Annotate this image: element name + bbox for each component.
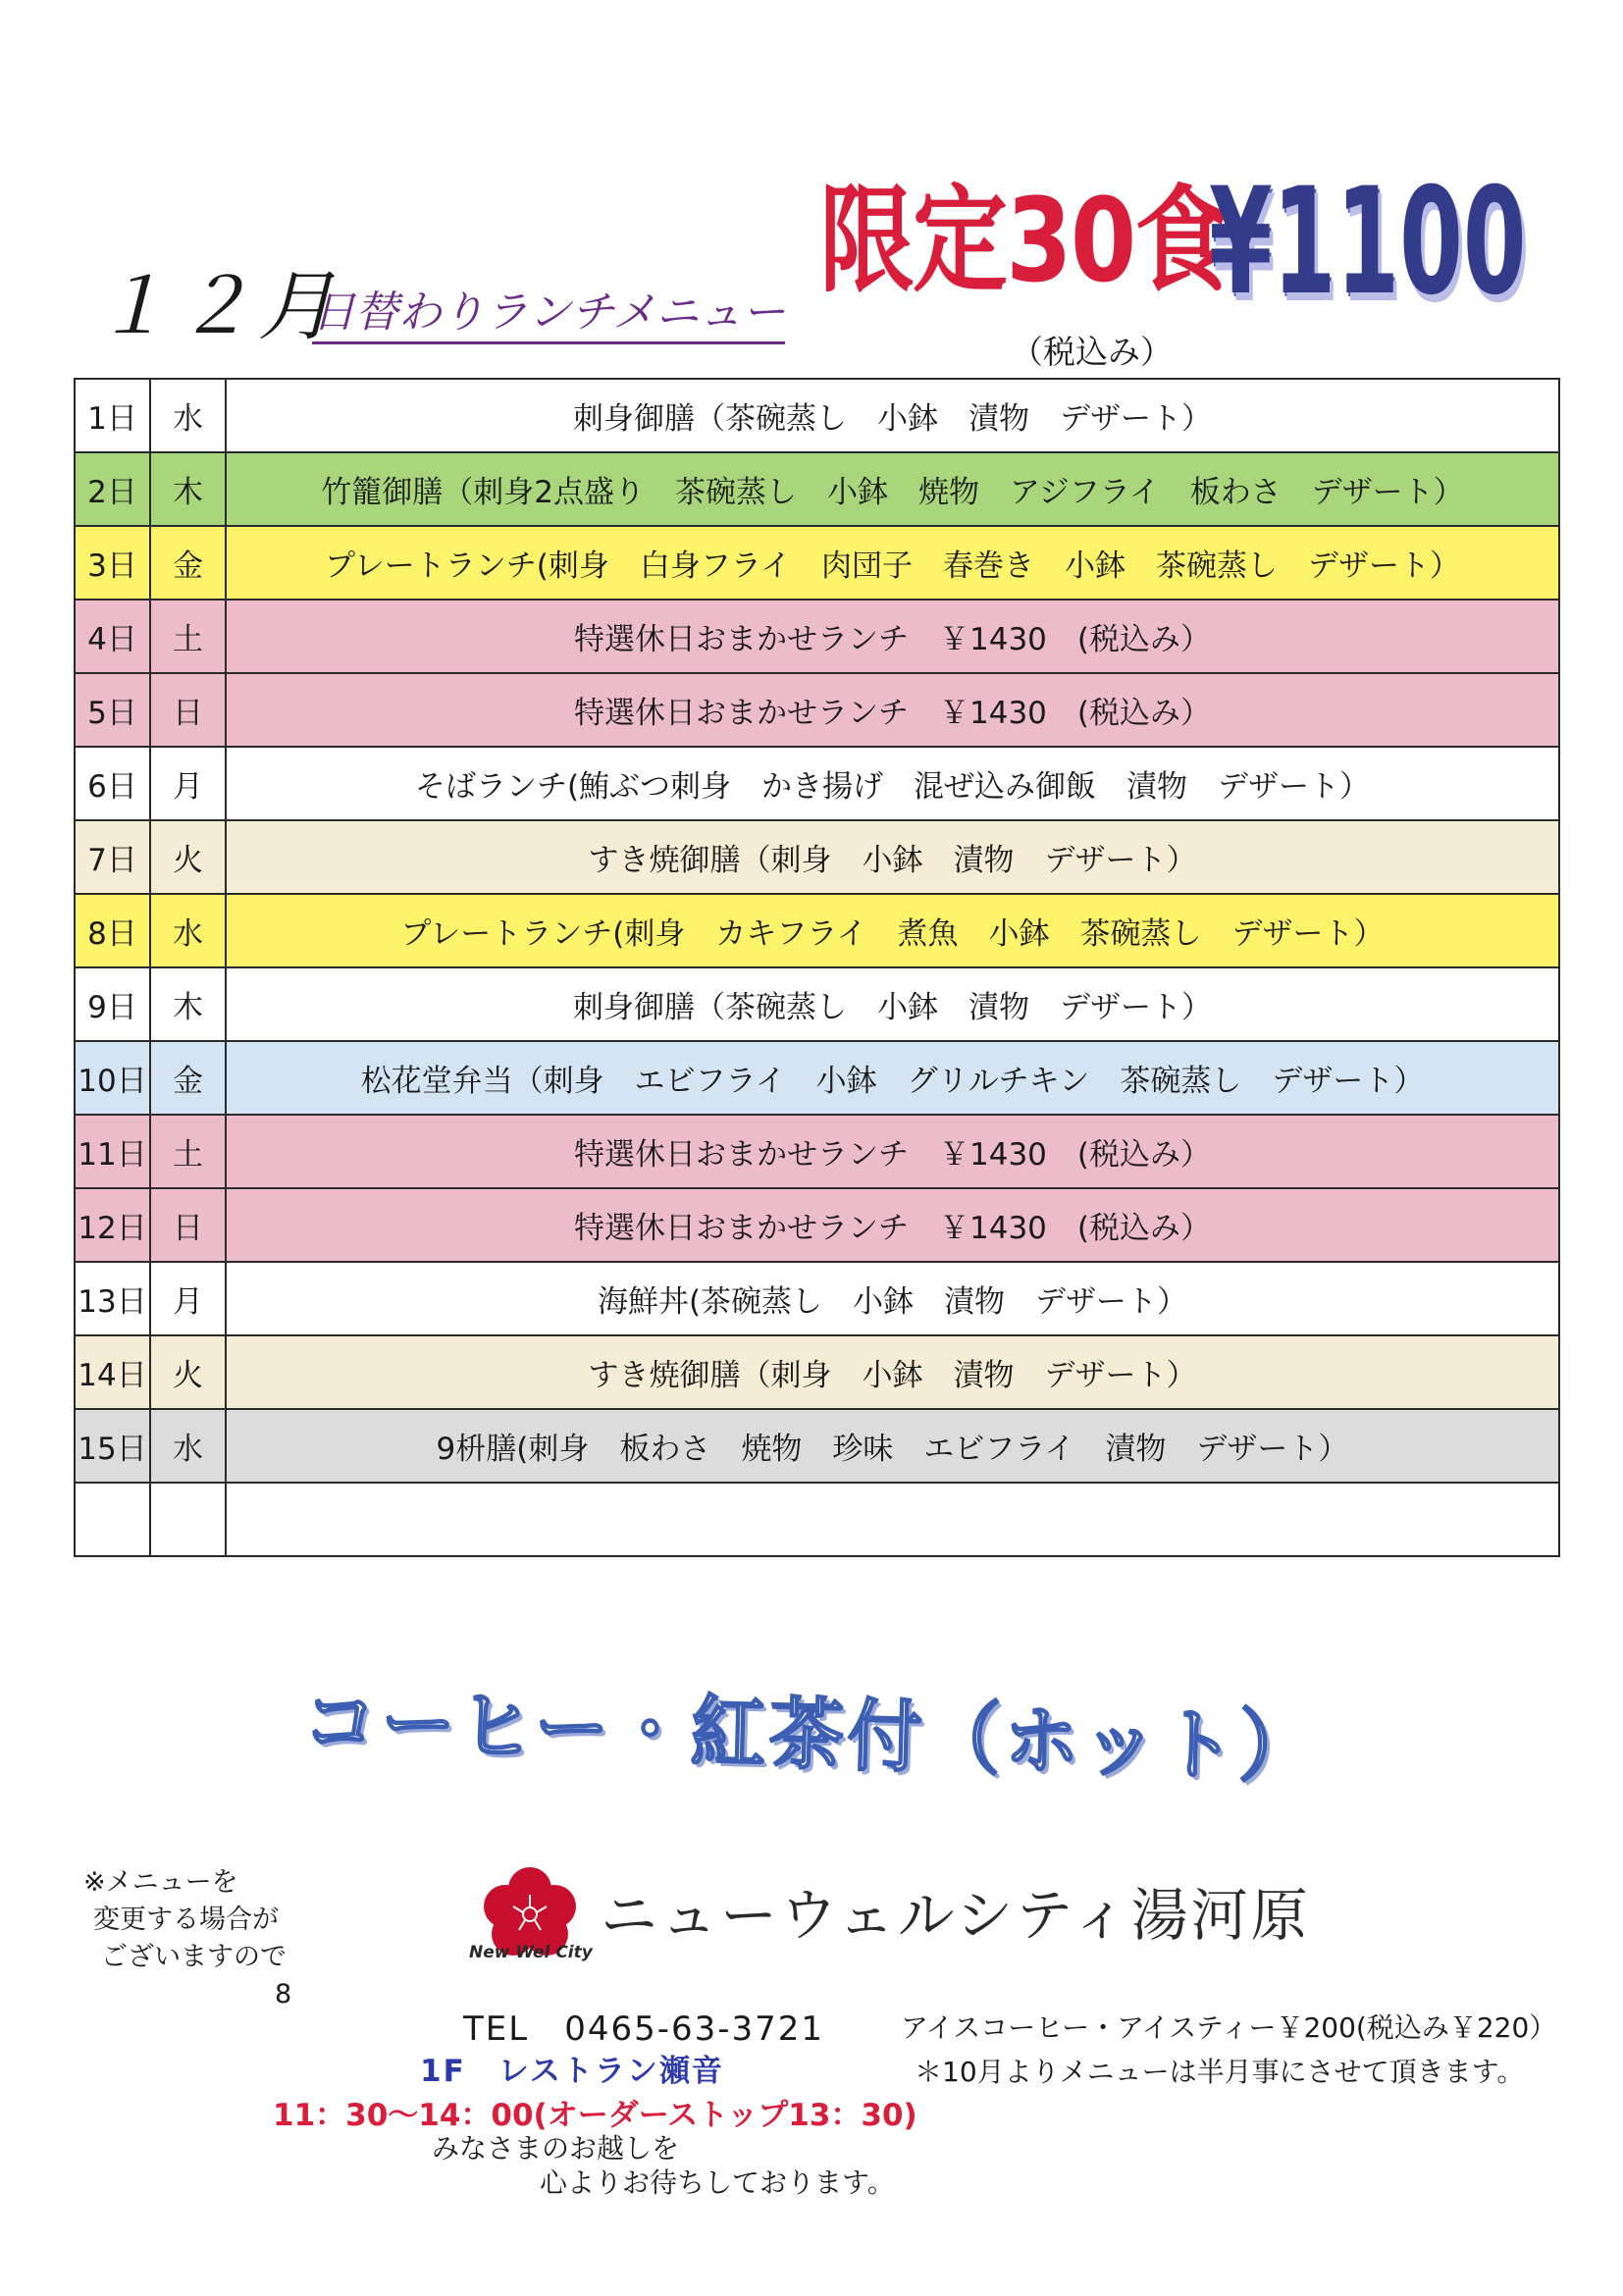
hotel-name: ニューウェルシティ湯河原 [601,1882,1311,1949]
menu-weekday: 日 [150,673,226,747]
welcome-line: 心よりお待ちしております。 [540,2166,895,2199]
note-line: ※メニューを [83,1867,238,1898]
menu-weekday: 金 [150,1041,226,1115]
menu-subtitle: 日替わりランチメニュー [312,277,785,344]
menu-row [75,1115,1559,1188]
menu-dish: プレートランチ(刺身 白身フライ 肉団子 春巻き 小鉢 茶碗蒸し デザート） [226,526,1559,600]
menu-dish: 特選休日おまかせランチ ￥1430 (税込み） [226,1115,1559,1188]
menu-weekday: 日 [150,1188,226,1262]
menu-day: 7日 [75,820,150,894]
menu-day: 13日 [75,1262,150,1335]
menu-row [75,452,1559,526]
menu-row [75,1483,1559,1556]
menu-table-body [75,379,1559,1556]
menu-dish: 特選休日おまかせランチ ￥1430 (税込み） [226,673,1559,747]
menu-row [75,1409,1559,1483]
menu-day: 9日 [75,967,150,1041]
menu-dish: すき焼御膳（刺身 小鉢 漬物 デザート） [226,1335,1559,1409]
lunch-menu-table [74,378,1560,1557]
menu-day: 12日 [75,1188,150,1262]
biweekly-menu-note: ＊10月よりメニューは半月事にさせて頂きます。 [915,2056,1525,2088]
menu-dish: 刺身御膳（茶碗蒸し 小鉢 漬物 デザート） [226,379,1559,452]
menu-dish: そばランチ(鮪ぶつ刺身 かき揚げ 混ぜ込み御飯 漬物 デザート） [226,747,1559,820]
menu-weekday: 金 [150,526,226,600]
menu-weekday: 水 [150,894,226,967]
month-title: １２月 [93,263,341,351]
menu-dish: 竹籠御膳（刺身2点盛り 茶碗蒸し 小鉢 焼物 アジフライ 板わさ デザート） [226,452,1559,526]
menu-day: 15日 [75,1409,150,1483]
menu-dish: 松花堂弁当（刺身 エビフライ 小鉢 グリルチキン 茶碗蒸し デザート） [226,1041,1559,1115]
menu-dish: 海鮮丼(茶碗蒸し 小鉢 漬物 デザート） [226,1262,1559,1335]
welcome-line: みなさまのお越しを [432,2132,680,2165]
menu-row [75,747,1559,820]
menu-row [75,379,1559,452]
menu-row [75,1262,1559,1335]
coffee-tea-banner: コーヒー・紅茶付（ホット） [301,1675,1319,1795]
menu-day: 5日 [75,673,150,747]
menu-day: 2日 [75,452,150,526]
menu-row [75,820,1559,894]
menu-row [75,1041,1559,1115]
menu-row [75,1188,1559,1262]
menu-dish: 刺身御膳（茶碗蒸し 小鉢 漬物 デザート） [226,967,1559,1041]
menu-row [75,967,1559,1041]
menu-day: 3日 [75,526,150,600]
menu-weekday: 水 [150,379,226,452]
telephone: TEL 0465-63-3721 [463,2009,825,2049]
menu-row [75,526,1559,600]
menu-weekday: 火 [150,1335,226,1409]
menu-dish: プレートランチ(刺身 カキフライ 煮魚 小鉢 茶碗蒸し デザート） [226,894,1559,967]
menu-day: 11日 [75,1115,150,1188]
menu-weekday: 土 [150,600,226,673]
menu-row [75,673,1559,747]
menu-weekday: 水 [150,1409,226,1483]
menu-weekday: 月 [150,1262,226,1335]
menu-weekday: 木 [150,452,226,526]
menu-day: 14日 [75,1335,150,1409]
menu-day [75,1483,150,1556]
menu-day: 4日 [75,600,150,673]
restaurant-name: 1F レストラン瀬音 [420,2054,724,2089]
menu-weekday: 木 [150,967,226,1041]
menu-dish: 9枡膳(刺身 板わさ 焼物 珍味 エビフライ 漬物 デザート） [226,1409,1559,1483]
menu-dish: 特選休日おまかせランチ ￥1430 (税込み） [226,1188,1559,1262]
menu-row [75,1335,1559,1409]
menu-weekday: 火 [150,820,226,894]
note-line: 8 [275,1979,292,2009]
logo-subtitle: New Wel City [469,1943,593,1962]
menu-day: 6日 [75,747,150,820]
menu-day: 1日 [75,379,150,452]
limited-quantity: 限定30食 [819,173,1229,308]
menu-dish: すき焼御膳（刺身 小鉢 漬物 デザート） [226,820,1559,894]
menu-day: 8日 [75,894,150,967]
iced-drink-price: アイスコーヒー・アイスティー￥200(税込み￥220） [901,2011,1557,2044]
tax-included-note: （税込み） [1011,333,1173,371]
menu-row [75,600,1559,673]
note-line: ございますので [101,1942,287,1972]
opening-hours: 11：30～14：00(オーダーストップ13：30) [273,2098,917,2133]
lunch-price: ¥1100 [1209,157,1527,328]
menu-dish [226,1483,1559,1556]
menu-change-note [83,1864,291,2013]
menu-row [75,894,1559,967]
note-line: 変更する場合が [93,1905,279,1935]
menu-dish: 特選休日おまかせランチ ￥1430 (税込み） [226,600,1559,673]
menu-day: 10日 [75,1041,150,1115]
menu-weekday: 月 [150,747,226,820]
menu-weekday: 土 [150,1115,226,1188]
menu-weekday [150,1483,226,1556]
